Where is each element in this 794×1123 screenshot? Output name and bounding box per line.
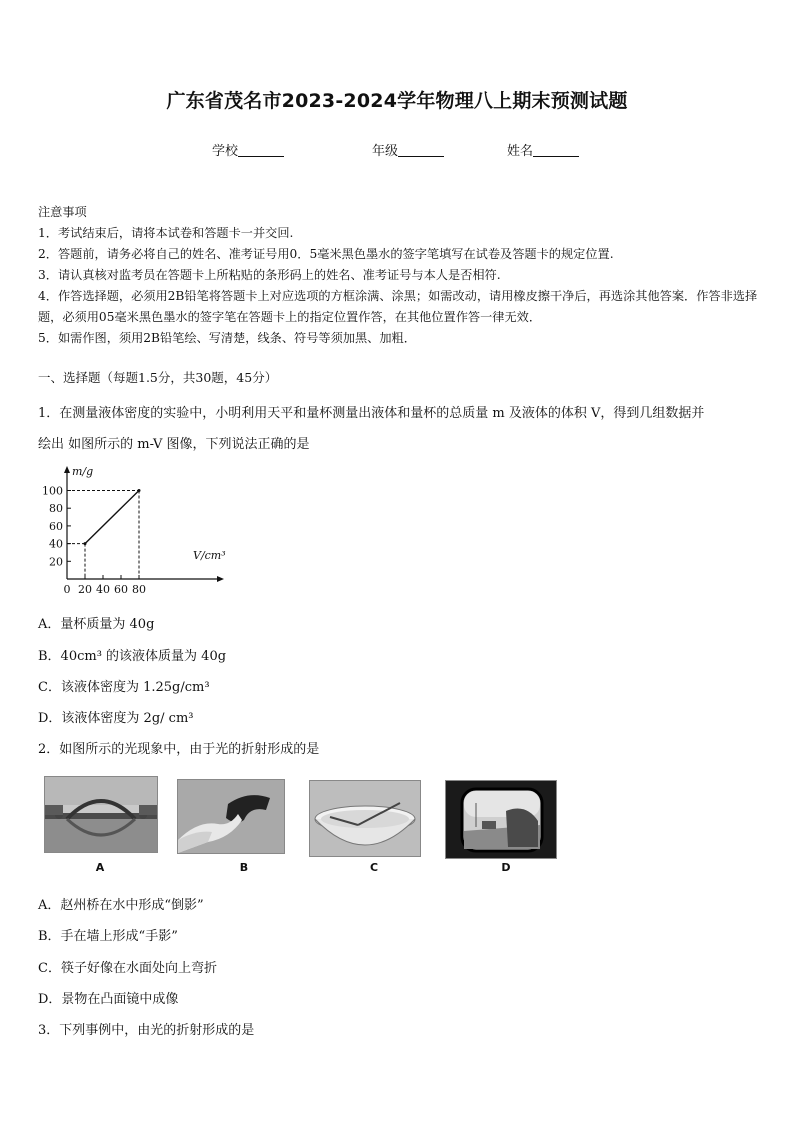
y-axis-label: m/g [72, 465, 94, 478]
q1-option-b: B．40cm³ 的该液体质量为 40g [38, 649, 227, 664]
bowl-chopsticks-image [309, 780, 421, 857]
hand-shadow-image [177, 779, 285, 854]
y-tick-label: 100 [42, 484, 63, 498]
data-point [138, 489, 141, 492]
image-label-c: C [369, 861, 379, 874]
grade-label: 年级 [372, 144, 399, 159]
x-tick-label: 80 [132, 583, 146, 596]
image-label-b: B [239, 861, 249, 874]
y-tick-label: 40 [49, 537, 63, 551]
x-tick-label: 0 [63, 583, 71, 596]
q3-text: 3．下列事例中，由光的折射形成的是 [38, 1023, 255, 1038]
name-field [507, 140, 579, 159]
q2-option-b: B．手在墙上形成“手影” [38, 929, 178, 944]
school-blank [238, 144, 284, 157]
note-item: 3．请认真核对监考员在答题卡上所粘贴的条形码上的姓名、准考证号与本人是否相符. [38, 268, 501, 282]
name-label: 姓名 [507, 144, 534, 159]
y-tick-label: 20 [49, 555, 63, 569]
school-label: 学校 [212, 144, 239, 159]
note-item: 1．考试结束后，请将本试卷和答题卡一并交回. [38, 226, 294, 240]
name-blank [533, 144, 579, 157]
section-heading: 一、选择题（每题1.5分，共30题，45分） [38, 370, 278, 385]
y-tick-label: 60 [49, 519, 63, 533]
convex-mirror-image [445, 780, 557, 859]
q1-option-c: C．该液体密度为 1.25g/cm³ [38, 680, 210, 695]
q1-line1: 1．在测量液体密度的实验中，小明利用天平和量杯测量出液体和量杯的总质量 m 及液体的体积 V，得到几组数据并 [38, 406, 705, 421]
q2-option-a: A．赵州桥在水中形成“倒影” [38, 898, 204, 913]
school-field [212, 140, 284, 159]
image-label-d: D [501, 861, 511, 874]
y-axis-arrow [64, 466, 70, 473]
notes-block [38, 202, 763, 349]
note-item: 4．作答选择题，必须用2B铅笔将答题卡上对应选项的方框涂满、涂黑；如需改动，请用橡皮擦干净后，再选涂其他答案．作答非选择题，必须用05毫米黑色墨水的签字笔在答题卡上的指定位置作答，在其他位置作答一律无效． [38, 289, 758, 324]
q2-text: 2．如图所示的光现象中，由于光的折射形成的是 [38, 742, 320, 757]
notes-heading: 注意事项 [38, 205, 87, 219]
q2-option-c: C．筷子好像在水面处向上弯折 [38, 961, 217, 976]
page-title: 广东省茂名市2023-2024学年物理八上期末预测试题 [166, 90, 628, 112]
grade-blank [398, 144, 444, 157]
x-tick-label: 20 [78, 583, 92, 596]
x-axis-arrow [217, 576, 224, 582]
image-label-a: A [95, 861, 105, 874]
q1-option-a: A．量杯质量为 40g [38, 617, 155, 632]
grade-field [372, 140, 444, 159]
x-tick-label: 40 [96, 583, 110, 596]
note-item: 5．如需作图，须用2B铅笔绘、写清楚，线条、符号等须加黑、加粗． [38, 331, 416, 345]
x-axis-label: V/cm³ [193, 549, 226, 562]
bridge-reflection-image [44, 776, 158, 853]
q2-option-d: D．景物在凸面镜中成像 [38, 992, 179, 1007]
mv-chart [30, 462, 240, 602]
x-tick-label: 60 [114, 583, 128, 596]
y-tick-label: 80 [49, 502, 63, 516]
q1-option-d: D．该液体密度为 2g/ cm³ [38, 711, 194, 726]
q1-line2: 绘出 如图所示的 m-V 图像，下列说法正确的是 [38, 437, 310, 452]
data-point [84, 542, 87, 545]
data-line [85, 491, 139, 544]
note-item: 2．答题前，请务必将自己的姓名、准考证号用0．5毫米黑色墨水的签字笔填写在试卷及答题卡的规定位置. [38, 247, 614, 261]
